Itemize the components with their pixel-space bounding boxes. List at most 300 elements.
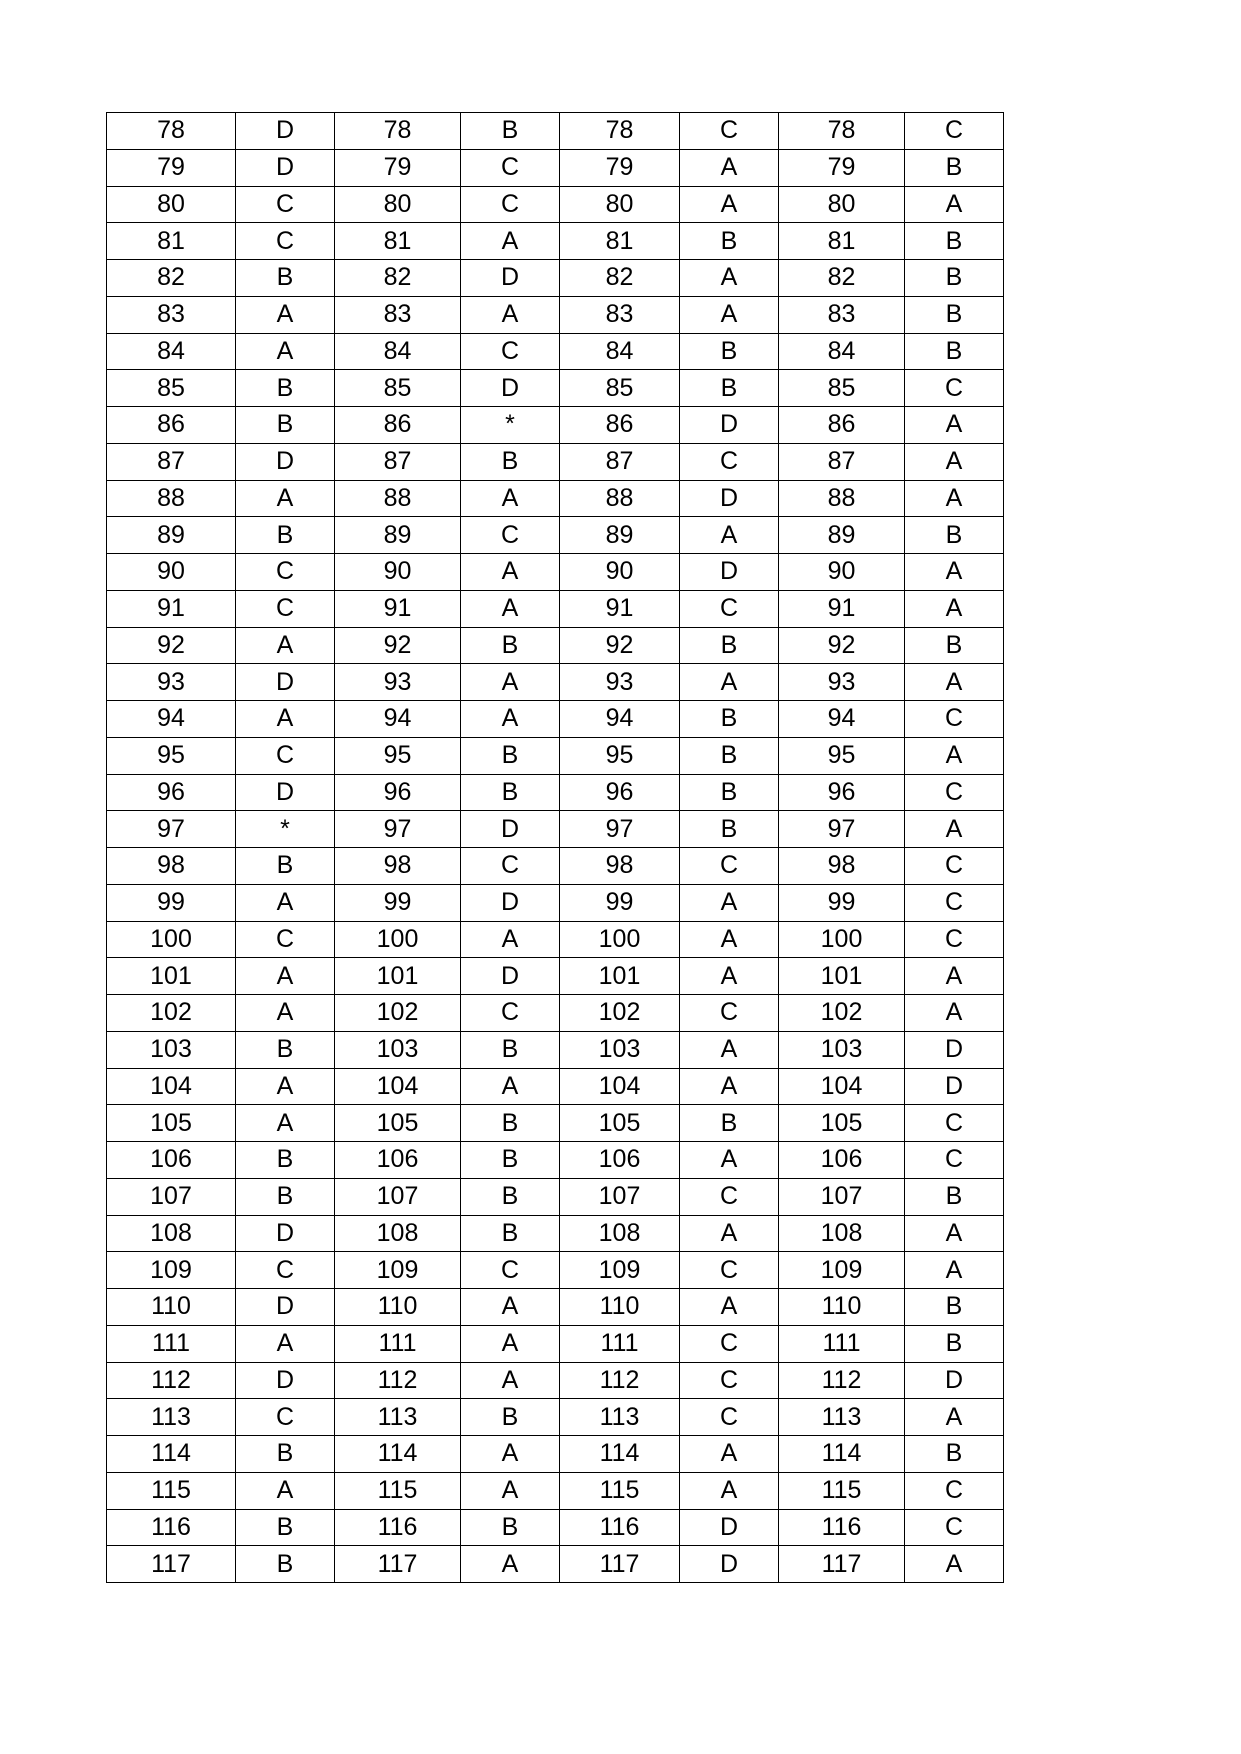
question-number-cell: 91 bbox=[335, 590, 461, 627]
question-number-cell: 114 bbox=[335, 1436, 461, 1473]
answer-cell: D bbox=[236, 1289, 335, 1326]
table-row bbox=[107, 333, 1004, 370]
question-number-cell: 107 bbox=[560, 1178, 680, 1215]
question-number-cell: 106 bbox=[560, 1142, 680, 1179]
table-row bbox=[107, 1252, 1004, 1289]
question-number-cell: 109 bbox=[560, 1252, 680, 1289]
question-number-cell: 112 bbox=[779, 1362, 905, 1399]
question-number-cell: 84 bbox=[779, 333, 905, 370]
answer-cell: B bbox=[680, 1105, 779, 1142]
answer-cell: B bbox=[236, 517, 335, 554]
answer-cell: D bbox=[680, 1546, 779, 1583]
table-row bbox=[107, 627, 1004, 664]
question-number-cell: 117 bbox=[779, 1546, 905, 1583]
answer-cell: C bbox=[236, 186, 335, 223]
answer-cell: A bbox=[680, 149, 779, 186]
answer-cell: A bbox=[461, 1068, 560, 1105]
question-number-cell: 85 bbox=[335, 370, 461, 407]
question-number-cell: 113 bbox=[107, 1399, 236, 1436]
question-number-cell: 93 bbox=[560, 664, 680, 701]
answer-cell: A bbox=[461, 554, 560, 591]
question-number-cell: 112 bbox=[107, 1362, 236, 1399]
question-number-cell: 81 bbox=[335, 223, 461, 260]
answer-cell: A bbox=[461, 1289, 560, 1326]
table-row bbox=[107, 1178, 1004, 1215]
answer-cell: C bbox=[461, 149, 560, 186]
question-number-cell: 82 bbox=[107, 260, 236, 297]
question-number-cell: 85 bbox=[107, 370, 236, 407]
question-number-cell: 96 bbox=[107, 774, 236, 811]
question-number-cell: 79 bbox=[335, 149, 461, 186]
question-number-cell: 80 bbox=[335, 186, 461, 223]
question-number-cell: 82 bbox=[779, 260, 905, 297]
answer-cell: A bbox=[905, 554, 1004, 591]
answer-cell: C bbox=[905, 1105, 1004, 1142]
question-number-cell: 99 bbox=[107, 884, 236, 921]
question-number-cell: 79 bbox=[107, 149, 236, 186]
question-number-cell: 113 bbox=[335, 1399, 461, 1436]
question-number-cell: 79 bbox=[779, 149, 905, 186]
answer-cell: A bbox=[905, 590, 1004, 627]
answer-cell: C bbox=[236, 737, 335, 774]
answer-cell: B bbox=[236, 1509, 335, 1546]
answer-cell: A bbox=[236, 1472, 335, 1509]
answer-key-table bbox=[106, 112, 1004, 1583]
answer-cell: B bbox=[236, 1546, 335, 1583]
answer-cell: A bbox=[680, 517, 779, 554]
answer-cell: A bbox=[680, 1289, 779, 1326]
question-number-cell: 105 bbox=[107, 1105, 236, 1142]
table-row bbox=[107, 480, 1004, 517]
question-number-cell: 100 bbox=[335, 921, 461, 958]
question-number-cell: 97 bbox=[560, 811, 680, 848]
question-number-cell: 102 bbox=[779, 995, 905, 1032]
answer-cell: A bbox=[905, 407, 1004, 444]
question-number-cell: 112 bbox=[560, 1362, 680, 1399]
question-number-cell: 100 bbox=[779, 921, 905, 958]
question-number-cell: 98 bbox=[560, 848, 680, 885]
answer-cell: A bbox=[461, 590, 560, 627]
question-number-cell: 81 bbox=[107, 223, 236, 260]
answer-cell: D bbox=[236, 1362, 335, 1399]
answer-cell: A bbox=[236, 995, 335, 1032]
table-row bbox=[107, 370, 1004, 407]
answer-cell: D bbox=[680, 407, 779, 444]
answer-cell: A bbox=[680, 260, 779, 297]
answer-cell: A bbox=[905, 737, 1004, 774]
question-number-cell: 110 bbox=[335, 1289, 461, 1326]
answer-cell: A bbox=[905, 811, 1004, 848]
answer-cell: A bbox=[461, 1472, 560, 1509]
answer-cell: B bbox=[461, 1142, 560, 1179]
answer-cell: A bbox=[461, 296, 560, 333]
table-row bbox=[107, 921, 1004, 958]
question-number-cell: 91 bbox=[779, 590, 905, 627]
answer-cell: A bbox=[680, 1068, 779, 1105]
question-number-cell: 108 bbox=[560, 1215, 680, 1252]
question-number-cell: 109 bbox=[779, 1252, 905, 1289]
question-number-cell: 117 bbox=[560, 1546, 680, 1583]
answer-cell: B bbox=[680, 701, 779, 738]
table-row bbox=[107, 296, 1004, 333]
question-number-cell: 88 bbox=[560, 480, 680, 517]
answer-cell: B bbox=[461, 1031, 560, 1068]
answer-cell: B bbox=[461, 737, 560, 774]
table-row bbox=[107, 1472, 1004, 1509]
answer-cell: C bbox=[680, 1178, 779, 1215]
question-number-cell: 88 bbox=[779, 480, 905, 517]
answer-cell: A bbox=[680, 958, 779, 995]
question-number-cell: 102 bbox=[107, 995, 236, 1032]
answer-cell: D bbox=[680, 1509, 779, 1546]
table-row bbox=[107, 1399, 1004, 1436]
question-number-cell: 103 bbox=[560, 1031, 680, 1068]
table-row bbox=[107, 1031, 1004, 1068]
answer-cell: A bbox=[461, 1362, 560, 1399]
answer-cell: A bbox=[461, 701, 560, 738]
question-number-cell: 108 bbox=[107, 1215, 236, 1252]
question-number-cell: 107 bbox=[107, 1178, 236, 1215]
question-number-cell: 96 bbox=[779, 774, 905, 811]
question-number-cell: 99 bbox=[560, 884, 680, 921]
answer-cell: C bbox=[905, 1509, 1004, 1546]
answer-cell: B bbox=[236, 1436, 335, 1473]
answer-cell: B bbox=[236, 1142, 335, 1179]
answer-cell: B bbox=[680, 811, 779, 848]
question-number-cell: 78 bbox=[107, 113, 236, 150]
answer-cell: C bbox=[905, 921, 1004, 958]
answer-cell: C bbox=[236, 554, 335, 591]
question-number-cell: 88 bbox=[107, 480, 236, 517]
answer-cell: A bbox=[236, 627, 335, 664]
question-number-cell: 101 bbox=[107, 958, 236, 995]
question-number-cell: 115 bbox=[779, 1472, 905, 1509]
question-number-cell: 98 bbox=[779, 848, 905, 885]
answer-cell: B bbox=[905, 223, 1004, 260]
answer-cell: B bbox=[461, 1399, 560, 1436]
question-number-cell: 96 bbox=[335, 774, 461, 811]
table-row bbox=[107, 554, 1004, 591]
question-number-cell: 82 bbox=[335, 260, 461, 297]
answer-cell: C bbox=[236, 590, 335, 627]
question-number-cell: 94 bbox=[560, 701, 680, 738]
answer-cell: A bbox=[236, 701, 335, 738]
answer-cell: * bbox=[461, 407, 560, 444]
question-number-cell: 82 bbox=[560, 260, 680, 297]
question-number-cell: 93 bbox=[107, 664, 236, 701]
answer-cell: A bbox=[680, 1472, 779, 1509]
question-number-cell: 80 bbox=[560, 186, 680, 223]
question-number-cell: 86 bbox=[779, 407, 905, 444]
answer-cell: A bbox=[680, 921, 779, 958]
question-number-cell: 86 bbox=[107, 407, 236, 444]
answer-cell: B bbox=[680, 737, 779, 774]
answer-cell: C bbox=[461, 186, 560, 223]
question-number-cell: 116 bbox=[779, 1509, 905, 1546]
question-number-cell: 103 bbox=[335, 1031, 461, 1068]
table-row bbox=[107, 811, 1004, 848]
question-number-cell: 81 bbox=[779, 223, 905, 260]
question-number-cell: 86 bbox=[335, 407, 461, 444]
question-number-cell: 83 bbox=[560, 296, 680, 333]
answer-cell: B bbox=[236, 848, 335, 885]
question-number-cell: 110 bbox=[107, 1289, 236, 1326]
question-number-cell: 98 bbox=[335, 848, 461, 885]
question-number-cell: 109 bbox=[335, 1252, 461, 1289]
table-row bbox=[107, 186, 1004, 223]
table-row bbox=[107, 1068, 1004, 1105]
answer-cell: C bbox=[680, 995, 779, 1032]
answer-cell: C bbox=[680, 443, 779, 480]
question-number-cell: 87 bbox=[560, 443, 680, 480]
table-row bbox=[107, 701, 1004, 738]
answer-cell: B bbox=[236, 260, 335, 297]
answer-cell: C bbox=[680, 848, 779, 885]
question-number-cell: 114 bbox=[779, 1436, 905, 1473]
answer-cell: A bbox=[905, 995, 1004, 1032]
answer-cell: B bbox=[236, 407, 335, 444]
answer-cell: B bbox=[236, 370, 335, 407]
answer-cell: A bbox=[461, 223, 560, 260]
answer-cell: A bbox=[236, 884, 335, 921]
table-row bbox=[107, 664, 1004, 701]
answer-cell: C bbox=[680, 113, 779, 150]
answer-cell: B bbox=[461, 113, 560, 150]
table-row bbox=[107, 1362, 1004, 1399]
answer-cell: A bbox=[236, 1105, 335, 1142]
answer-cell: B bbox=[905, 1178, 1004, 1215]
answer-cell: C bbox=[236, 1252, 335, 1289]
question-number-cell: 102 bbox=[335, 995, 461, 1032]
answer-cell: D bbox=[461, 811, 560, 848]
answer-cell: A bbox=[905, 1399, 1004, 1436]
answer-cell: C bbox=[680, 1399, 779, 1436]
answer-key-body bbox=[107, 113, 1004, 1583]
question-number-cell: 90 bbox=[335, 554, 461, 591]
question-number-cell: 104 bbox=[779, 1068, 905, 1105]
question-number-cell: 109 bbox=[107, 1252, 236, 1289]
answer-cell: B bbox=[461, 1105, 560, 1142]
answer-cell: A bbox=[905, 1215, 1004, 1252]
answer-cell: C bbox=[905, 370, 1004, 407]
question-number-cell: 102 bbox=[560, 995, 680, 1032]
question-number-cell: 99 bbox=[779, 884, 905, 921]
answer-cell: B bbox=[236, 1031, 335, 1068]
table-row bbox=[107, 407, 1004, 444]
answer-cell: A bbox=[236, 480, 335, 517]
question-number-cell: 85 bbox=[560, 370, 680, 407]
answer-cell: A bbox=[461, 1546, 560, 1583]
question-number-cell: 101 bbox=[779, 958, 905, 995]
table-row bbox=[107, 443, 1004, 480]
table-row bbox=[107, 1325, 1004, 1362]
question-number-cell: 95 bbox=[335, 737, 461, 774]
answer-cell: B bbox=[461, 774, 560, 811]
answer-cell: B bbox=[680, 333, 779, 370]
answer-cell: D bbox=[236, 443, 335, 480]
question-number-cell: 99 bbox=[335, 884, 461, 921]
question-number-cell: 107 bbox=[335, 1178, 461, 1215]
question-number-cell: 94 bbox=[107, 701, 236, 738]
question-number-cell: 93 bbox=[335, 664, 461, 701]
answer-cell: A bbox=[680, 186, 779, 223]
answer-cell: D bbox=[905, 1362, 1004, 1399]
question-number-cell: 83 bbox=[107, 296, 236, 333]
answer-cell: D bbox=[461, 884, 560, 921]
answer-cell: C bbox=[461, 995, 560, 1032]
question-number-cell: 114 bbox=[560, 1436, 680, 1473]
answer-cell: A bbox=[236, 296, 335, 333]
question-number-cell: 115 bbox=[335, 1472, 461, 1509]
question-number-cell: 87 bbox=[107, 443, 236, 480]
question-number-cell: 114 bbox=[107, 1436, 236, 1473]
answer-cell: A bbox=[236, 958, 335, 995]
answer-cell: C bbox=[905, 774, 1004, 811]
answer-cell: B bbox=[905, 1436, 1004, 1473]
question-number-cell: 103 bbox=[779, 1031, 905, 1068]
question-number-cell: 92 bbox=[107, 627, 236, 664]
answer-cell: C bbox=[680, 1362, 779, 1399]
question-number-cell: 78 bbox=[779, 113, 905, 150]
question-number-cell: 106 bbox=[335, 1142, 461, 1179]
answer-cell: A bbox=[680, 1436, 779, 1473]
question-number-cell: 78 bbox=[335, 113, 461, 150]
question-number-cell: 116 bbox=[335, 1509, 461, 1546]
question-number-cell: 113 bbox=[779, 1399, 905, 1436]
answer-cell: A bbox=[680, 1215, 779, 1252]
question-number-cell: 92 bbox=[560, 627, 680, 664]
question-number-cell: 117 bbox=[335, 1546, 461, 1583]
answer-cell: C bbox=[236, 921, 335, 958]
answer-cell: B bbox=[461, 627, 560, 664]
table-row bbox=[107, 590, 1004, 627]
table-row bbox=[107, 884, 1004, 921]
question-number-cell: 85 bbox=[779, 370, 905, 407]
question-number-cell: 80 bbox=[107, 186, 236, 223]
question-number-cell: 95 bbox=[560, 737, 680, 774]
question-number-cell: 108 bbox=[779, 1215, 905, 1252]
question-number-cell: 116 bbox=[560, 1509, 680, 1546]
question-number-cell: 105 bbox=[779, 1105, 905, 1142]
question-number-cell: 91 bbox=[107, 590, 236, 627]
question-number-cell: 92 bbox=[779, 627, 905, 664]
question-number-cell: 115 bbox=[107, 1472, 236, 1509]
answer-cell: A bbox=[905, 1546, 1004, 1583]
question-number-cell: 93 bbox=[779, 664, 905, 701]
question-number-cell: 95 bbox=[779, 737, 905, 774]
answer-cell: D bbox=[236, 1215, 335, 1252]
answer-cell: A bbox=[461, 921, 560, 958]
question-number-cell: 96 bbox=[560, 774, 680, 811]
question-number-cell: 105 bbox=[335, 1105, 461, 1142]
table-row bbox=[107, 260, 1004, 297]
answer-cell: B bbox=[905, 1289, 1004, 1326]
answer-cell: D bbox=[461, 260, 560, 297]
question-number-cell: 79 bbox=[560, 149, 680, 186]
answer-cell: B bbox=[680, 370, 779, 407]
answer-cell: C bbox=[236, 1399, 335, 1436]
table-row bbox=[107, 149, 1004, 186]
answer-cell: A bbox=[236, 333, 335, 370]
answer-cell: B bbox=[905, 260, 1004, 297]
answer-cell: B bbox=[905, 1325, 1004, 1362]
table-row bbox=[107, 1509, 1004, 1546]
table-row bbox=[107, 1215, 1004, 1252]
question-number-cell: 80 bbox=[779, 186, 905, 223]
answer-cell: A bbox=[236, 1325, 335, 1362]
answer-cell: B bbox=[905, 296, 1004, 333]
question-number-cell: 103 bbox=[107, 1031, 236, 1068]
question-number-cell: 89 bbox=[560, 517, 680, 554]
table-row bbox=[107, 1436, 1004, 1473]
answer-cell: B bbox=[905, 627, 1004, 664]
question-number-cell: 95 bbox=[107, 737, 236, 774]
answer-cell: C bbox=[680, 1325, 779, 1362]
answer-cell: D bbox=[236, 149, 335, 186]
answer-cell: B bbox=[905, 333, 1004, 370]
question-number-cell: 111 bbox=[107, 1325, 236, 1362]
question-number-cell: 101 bbox=[335, 958, 461, 995]
table-row bbox=[107, 958, 1004, 995]
answer-cell: A bbox=[905, 443, 1004, 480]
table-row bbox=[107, 774, 1004, 811]
question-number-cell: 89 bbox=[107, 517, 236, 554]
answer-cell: C bbox=[461, 517, 560, 554]
question-number-cell: 86 bbox=[560, 407, 680, 444]
answer-cell: D bbox=[905, 1068, 1004, 1105]
answer-cell: A bbox=[461, 1436, 560, 1473]
question-number-cell: 83 bbox=[335, 296, 461, 333]
answer-cell: A bbox=[905, 186, 1004, 223]
answer-cell: * bbox=[236, 811, 335, 848]
answer-cell: D bbox=[236, 774, 335, 811]
question-number-cell: 94 bbox=[335, 701, 461, 738]
question-number-cell: 106 bbox=[779, 1142, 905, 1179]
question-number-cell: 113 bbox=[560, 1399, 680, 1436]
answer-cell: B bbox=[905, 517, 1004, 554]
question-number-cell: 98 bbox=[107, 848, 236, 885]
question-number-cell: 87 bbox=[779, 443, 905, 480]
answer-cell: A bbox=[905, 480, 1004, 517]
answer-cell: B bbox=[461, 443, 560, 480]
question-number-cell: 92 bbox=[335, 627, 461, 664]
question-number-cell: 89 bbox=[335, 517, 461, 554]
question-number-cell: 97 bbox=[335, 811, 461, 848]
answer-cell: A bbox=[680, 296, 779, 333]
answer-cell: B bbox=[905, 149, 1004, 186]
table-row bbox=[107, 113, 1004, 150]
question-number-cell: 83 bbox=[779, 296, 905, 333]
question-number-cell: 89 bbox=[779, 517, 905, 554]
answer-cell: A bbox=[236, 1068, 335, 1105]
answer-cell: D bbox=[680, 554, 779, 591]
question-number-cell: 107 bbox=[779, 1178, 905, 1215]
answer-cell: A bbox=[461, 480, 560, 517]
question-number-cell: 97 bbox=[107, 811, 236, 848]
question-number-cell: 111 bbox=[779, 1325, 905, 1362]
answer-cell: C bbox=[680, 1252, 779, 1289]
table-row bbox=[107, 1105, 1004, 1142]
answer-cell: A bbox=[905, 958, 1004, 995]
question-number-cell: 116 bbox=[107, 1509, 236, 1546]
answer-cell: A bbox=[680, 884, 779, 921]
answer-cell: A bbox=[461, 1325, 560, 1362]
answer-cell: B bbox=[680, 774, 779, 811]
table-row bbox=[107, 1289, 1004, 1326]
question-number-cell: 110 bbox=[779, 1289, 905, 1326]
answer-cell: C bbox=[905, 884, 1004, 921]
table-row bbox=[107, 223, 1004, 260]
